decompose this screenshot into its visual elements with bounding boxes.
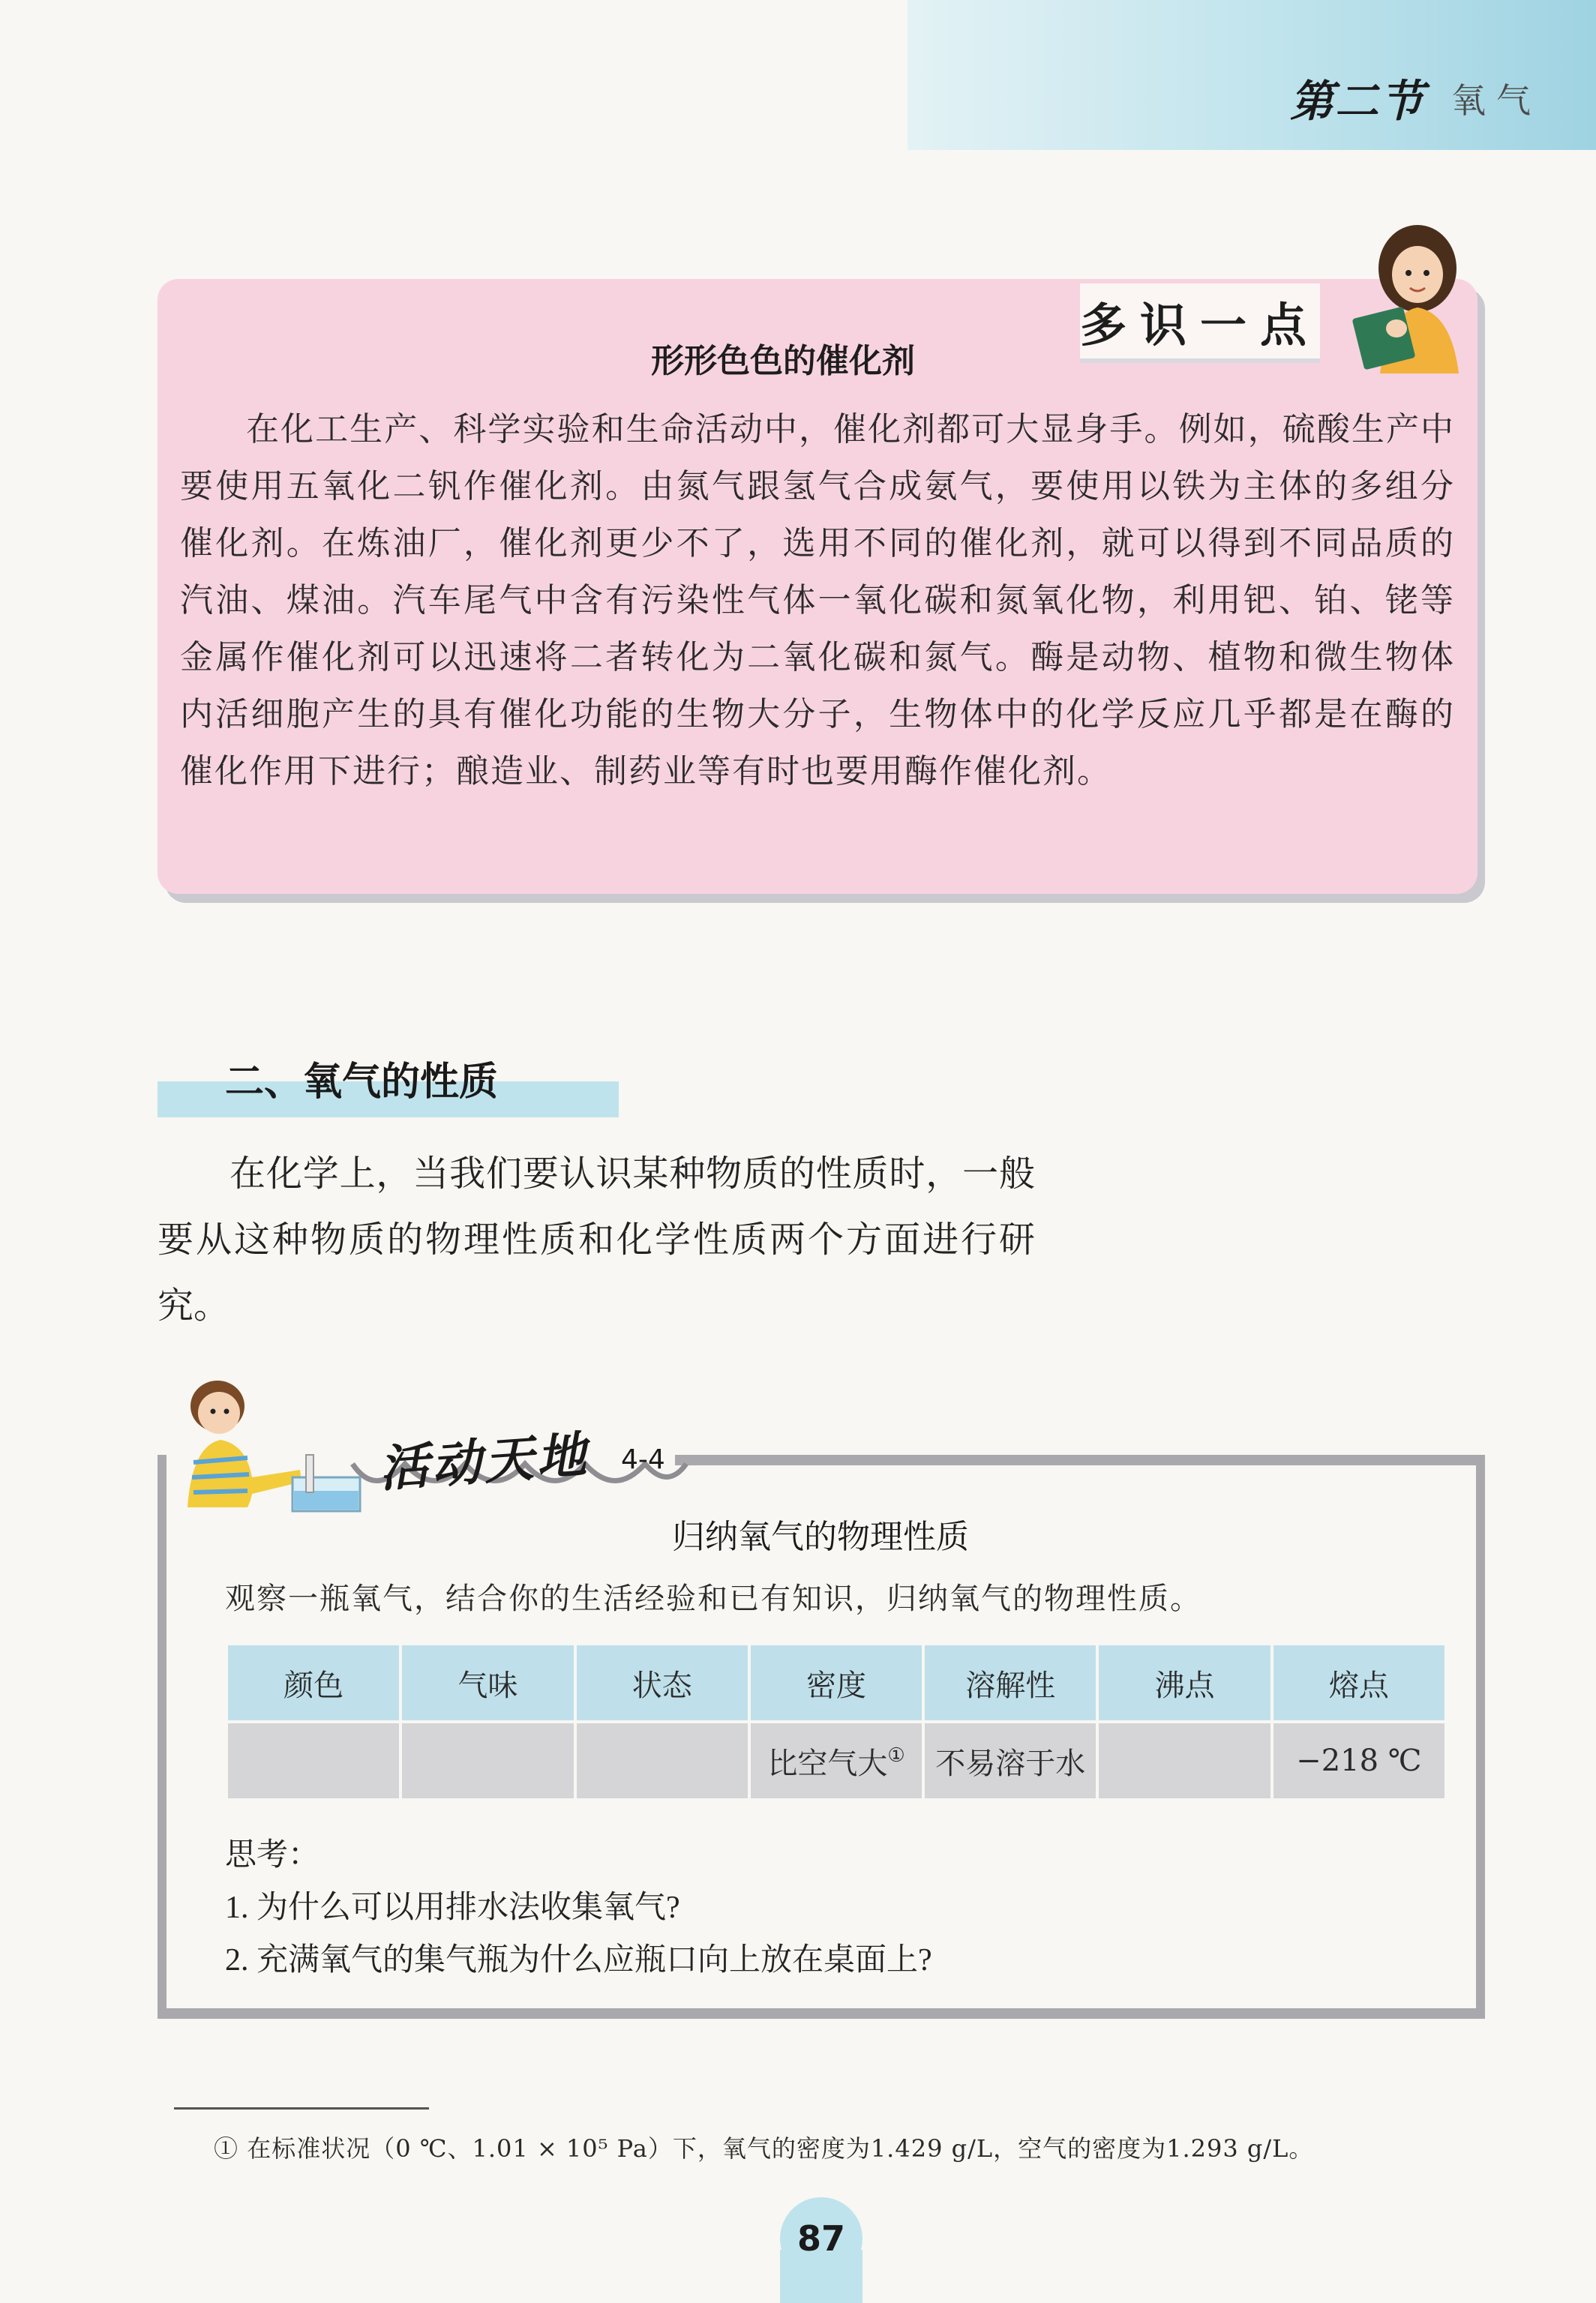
table-cell-solubility: 不易溶于水 [923, 1722, 1097, 1800]
section-paragraph: 在化学上，当我们要认识某种物质的性质时，一般要从这种物质的物理性质和化学性质两个方面进行研究。 [158, 1154, 1035, 1326]
section-heading: 二、氧气的性质 [225, 1060, 499, 1105]
table-cell-density [749, 1722, 923, 1800]
activity-instruction: 观察一瓶氧气，结合你的生活经验和已有知识，归纳氧气的物理性质。 [225, 1582, 1202, 1616]
question-2: 2. 充满氧气的集气瓶为什么应瓶口向上放在桌面上? [225, 1943, 932, 1978]
table-cell-state [575, 1722, 749, 1800]
table-cell-boiling [1097, 1722, 1271, 1800]
table-header-cell: 状态 [575, 1644, 749, 1722]
activity-number: 4-4 [621, 1444, 665, 1475]
activity-heading: 归纳氧气的物理性质 [672, 1518, 969, 1556]
knowledge-body: 在化工生产、科学实验和生命活动中，催化剂都可大显身手。例如，硫酸生产中要使用五氧化二钒作催化剂。由氮气跟氢气合成氨气，要使用以铁为主体的多组分催化剂。在炼油厂，催化剂更少不了，选用不同的催化剂，就可以得到不同品质的汽油、煤油。汽车尾气中含有污染性气体一氧化碳和氮氧化物，利用钯、铂、铑等金属作催化剂可以迅速将二者转化为二氧化碳和氮气。酶是动物、植物和微生物体内活细胞产生的具有催化功能的生物大分子，生物体中的化学反应几乎都是在酶的催化作用下进行；酿造业、制药业等有时也要用酶作催化剂。 [180, 410, 1455, 790]
section-label: 第二节 [1290, 76, 1426, 127]
activity-title: 活动天地 [377, 1426, 591, 1498]
table-header-cell: 密度 [749, 1644, 923, 1722]
table-header-cell: 气味 [400, 1644, 574, 1722]
footnote-mark: ① [214, 2134, 239, 2163]
footnote [214, 2130, 1313, 2164]
table-cell-color [226, 1722, 400, 1800]
table-header-cell: 熔点 [1272, 1644, 1446, 1722]
knowledge-badge: 多识一点 [1080, 283, 1320, 363]
footnote-ref: ① [887, 1744, 905, 1767]
table-header-cell: 颜色 [226, 1644, 400, 1722]
question-1: 1. 为什么可以用排水法收集氧气? [225, 1891, 680, 1925]
section-topic: 氧气 [1451, 80, 1541, 121]
table-header-cell: 溶解性 [923, 1644, 1097, 1722]
activity-frame-top [675, 1455, 1485, 1465]
density-value: 比空气大 [767, 1746, 888, 1781]
table-cell-odor [400, 1722, 574, 1800]
footnote-text: 在标准状况（0 ℃、1.01 × 10⁵ Pa）下，氧气的密度为1.429 g/L，空气的密度为1.293 g/L。 [247, 2134, 1314, 2163]
table-cell-melting: −218 ℃ [1272, 1722, 1446, 1800]
table-header-cell: 沸点 [1097, 1644, 1271, 1722]
knowledge-title: 形形色色的催化剂 [651, 342, 915, 380]
think-label: 思考： [225, 1838, 320, 1873]
properties-table [225, 1642, 1448, 1801]
table-header-row [226, 1644, 1446, 1722]
footnote-rule [174, 2107, 429, 2110]
table-row [226, 1722, 1446, 1800]
page-number: 87 [780, 2197, 862, 2280]
